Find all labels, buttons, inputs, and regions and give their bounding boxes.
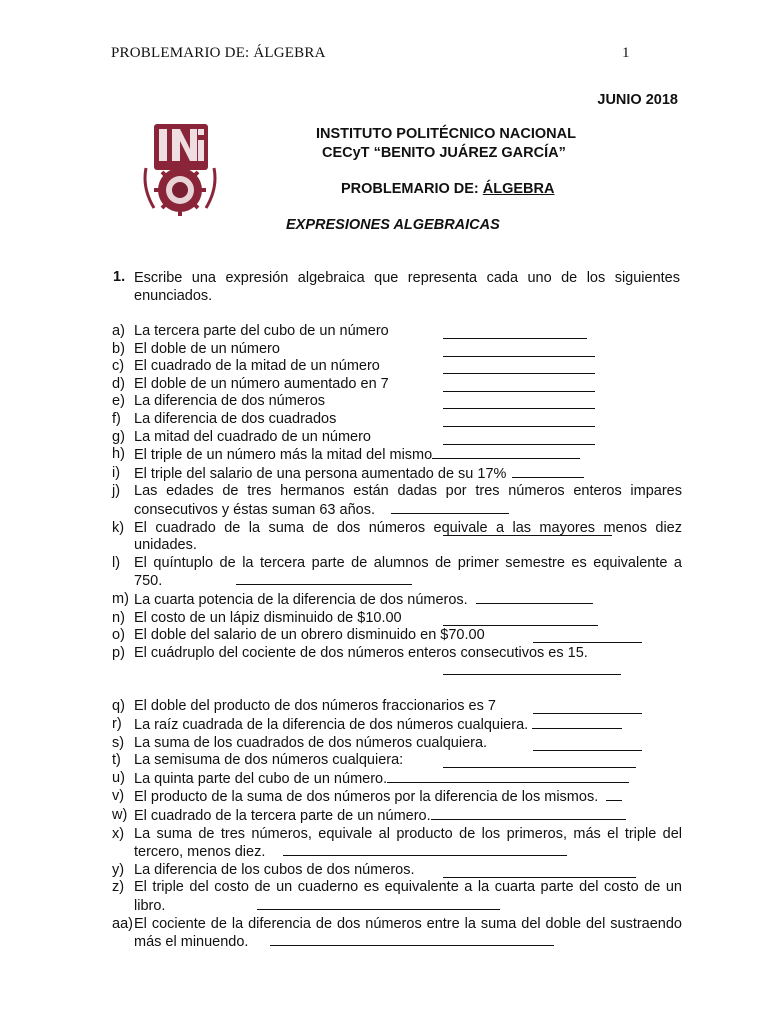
exercise-text: La quinta parte del cubo de un número.	[134, 770, 682, 789]
answer-blank[interactable]	[443, 414, 595, 427]
exercise-text: El doble de un número aumentado en 7	[134, 375, 389, 392]
exercise-item	[112, 341, 682, 359]
exercise-text: La mitad del cuadrado de un número	[134, 428, 371, 445]
school-name: CECyT “BENITO JUÁREZ GARCÍA”	[322, 145, 566, 161]
problemario-title	[341, 181, 554, 197]
exercise-text: El quíntuplo de la tercera parte de alumnos de primer semestre es equivalente a 750.	[134, 554, 682, 590]
exercise-label: y)	[112, 861, 125, 878]
answer-blank[interactable]	[533, 738, 642, 751]
answer-blank[interactable]	[432, 446, 580, 459]
exercise-item	[112, 788, 682, 807]
exercise-text: El cuadrado de la suma de dos números equivale a las mayores menos diez unidades.	[134, 519, 682, 554]
exercise-text: La suma de los cuadrados de dos números cualquiera.	[134, 734, 488, 751]
answer-blank[interactable]	[533, 701, 642, 714]
exercise-label: l)	[112, 554, 121, 571]
question-number: 1.	[113, 269, 126, 285]
exercise-label: w)	[112, 807, 128, 824]
exercise-text: La diferencia de los cubos de dos números.	[134, 861, 415, 878]
exercise-item	[112, 429, 682, 447]
exercise-list	[112, 323, 682, 952]
exercise-item	[112, 916, 682, 952]
problemario-prefix: PROBLEMARIO DE:	[341, 181, 483, 197]
exercise-item	[112, 411, 682, 429]
answer-blank[interactable]	[443, 379, 595, 392]
answer-blank[interactable]	[606, 788, 622, 801]
exercise-item	[112, 520, 682, 555]
exercise-text: El cuádruplo del cociente de dos números enteros consecutivos es 15.	[134, 645, 682, 681]
exercise-label: e)	[112, 393, 125, 410]
exercise-item	[112, 826, 682, 862]
exercise-item	[112, 862, 682, 880]
exercise-label: z)	[112, 879, 125, 896]
exercise-item	[112, 591, 682, 610]
exercise-label: m)	[112, 590, 129, 607]
answer-blank[interactable]	[512, 465, 584, 478]
exercise-text: La diferencia de dos números	[134, 393, 326, 410]
exercise-item	[112, 752, 682, 770]
question-text: Escribe una expresión algebraica que representa cada uno de los siguientes enunciados.	[134, 270, 680, 304]
exercise-item	[112, 627, 682, 645]
answer-blank[interactable]	[387, 770, 629, 783]
exercise-text: El triple de un número más la mitad del mismo	[134, 446, 682, 465]
exercise-label: c)	[112, 358, 125, 375]
answer-blank[interactable]	[443, 432, 595, 445]
answer-blank[interactable]	[270, 933, 554, 946]
exercise-item	[112, 879, 682, 915]
exercise-text: El triple del costo de un cuaderno es equivalente a la cuarta parte del costo de un libro.	[134, 879, 682, 914]
answer-blank[interactable]	[236, 572, 412, 585]
exercise-item	[112, 610, 682, 628]
answer-blank[interactable]	[257, 897, 500, 910]
exercise-text: La tercera parte del cubo de un número	[134, 323, 389, 339]
exercise-text: La suma de tres números, equivale al producto de los primeros, más el triple del tercero, menos diez.	[134, 825, 682, 861]
answer-blank[interactable]	[532, 716, 622, 729]
ipn-logo	[142, 118, 218, 218]
problemario-subject: ÁLGEBRA	[482, 181, 555, 197]
answer-blank[interactable]	[431, 807, 626, 820]
exercise-text: El doble del salario de un obrero disminuido en $70.00	[134, 627, 485, 644]
exercise-label: t)	[112, 752, 121, 769]
running-header-title: PROBLEMARIO DE: ÁLGEBRA	[111, 45, 326, 61]
exercise-text: La raíz cuadrada de la diferencia de dos números cualquiera.	[134, 716, 682, 735]
exercise-label: aa)	[112, 915, 133, 932]
exercise-text: El cuadrado de la mitad de un número	[134, 358, 380, 375]
institution-name: INSTITUTO POLITÉCNICO NACIONAL	[316, 126, 576, 142]
exercise-item	[112, 376, 682, 394]
exercise-label: h)	[112, 446, 125, 463]
exercise-item	[112, 716, 682, 735]
exercise-label: o)	[112, 627, 125, 644]
exercise-text: La cuarta potencia de la diferencia de dos números.	[134, 591, 682, 610]
exercise-label: q)	[112, 698, 125, 715]
exercise-label: v)	[112, 788, 125, 805]
answer-blank[interactable]	[283, 843, 567, 856]
exercise-label: a)	[112, 323, 125, 339]
exercise-text: Las edades de tres hermanos están dadas por tres números enteros impares consecutivos y éstas suman 63 años.	[134, 483, 682, 518]
answer-blank[interactable]	[476, 591, 593, 604]
exercise-text: El costo de un lápiz disminuido de $10.00	[134, 609, 402, 626]
exercise-text: El triple del salario de una persona aumentado de su 17%	[134, 465, 682, 484]
exercise-text: El producto de la suma de dos números por la diferencia de los mismos.	[134, 788, 682, 807]
answer-blank[interactable]	[391, 501, 509, 514]
exercise-item	[112, 698, 682, 716]
page-number: 1	[622, 45, 630, 61]
exercise-item	[112, 807, 682, 826]
exercise-text: El cociente de la diferencia de dos números entre la suma del doble del sustraendo más el minuendo.	[134, 915, 682, 951]
exercise-label: d)	[112, 375, 125, 392]
answer-blank[interactable]	[533, 630, 642, 643]
answer-blank[interactable]	[443, 344, 595, 357]
answer-blank[interactable]	[443, 326, 587, 339]
exercise-label: x)	[112, 825, 125, 842]
exercise-text: El doble de un número	[134, 340, 280, 357]
exercise-item	[112, 465, 682, 484]
exercise-text: La diferencia de dos cuadrados	[134, 410, 337, 427]
answer-blank[interactable]	[443, 523, 612, 536]
exercise-item	[112, 645, 682, 681]
exercise-text: El doble del producto de dos números fraccionarios es 7	[134, 698, 496, 715]
exercise-label: u)	[112, 769, 125, 786]
document-date: JUNIO 2018	[597, 92, 678, 108]
answer-blank[interactable]	[443, 361, 595, 374]
exercise-item	[112, 393, 682, 411]
exercise-item	[112, 483, 682, 519]
exercise-label: b)	[112, 340, 125, 357]
exercise-item	[112, 735, 682, 753]
exercise-label: j)	[112, 483, 121, 500]
exercise-label: i)	[112, 464, 121, 481]
exercise-item	[112, 358, 682, 376]
section-title: EXPRESIONES ALGEBRAICAS	[286, 217, 500, 233]
exercise-text: El cuadrado de la tercera parte de un número.	[134, 807, 682, 826]
exercise-item	[112, 446, 682, 465]
exercise-label: s)	[112, 734, 125, 751]
exercise-label: r)	[112, 716, 122, 733]
answer-blank[interactable]	[443, 755, 636, 768]
exercise-text: La semisuma de dos números cualquiera:	[134, 752, 404, 769]
list-spacer	[112, 681, 682, 699]
answer-blank[interactable]	[443, 865, 636, 878]
exercise-label: k)	[112, 519, 125, 536]
exercise-label: g)	[112, 428, 125, 445]
exercise-label: f)	[112, 410, 121, 427]
exercise-item	[112, 323, 682, 341]
answer-blank[interactable]	[443, 396, 595, 409]
answer-blank[interactable]	[443, 613, 598, 626]
answer-blank[interactable]	[443, 662, 621, 675]
exercise-item	[112, 555, 682, 591]
exercise-label: p)	[112, 644, 125, 661]
exercise-label: n)	[112, 609, 125, 626]
exercise-item	[112, 770, 682, 789]
